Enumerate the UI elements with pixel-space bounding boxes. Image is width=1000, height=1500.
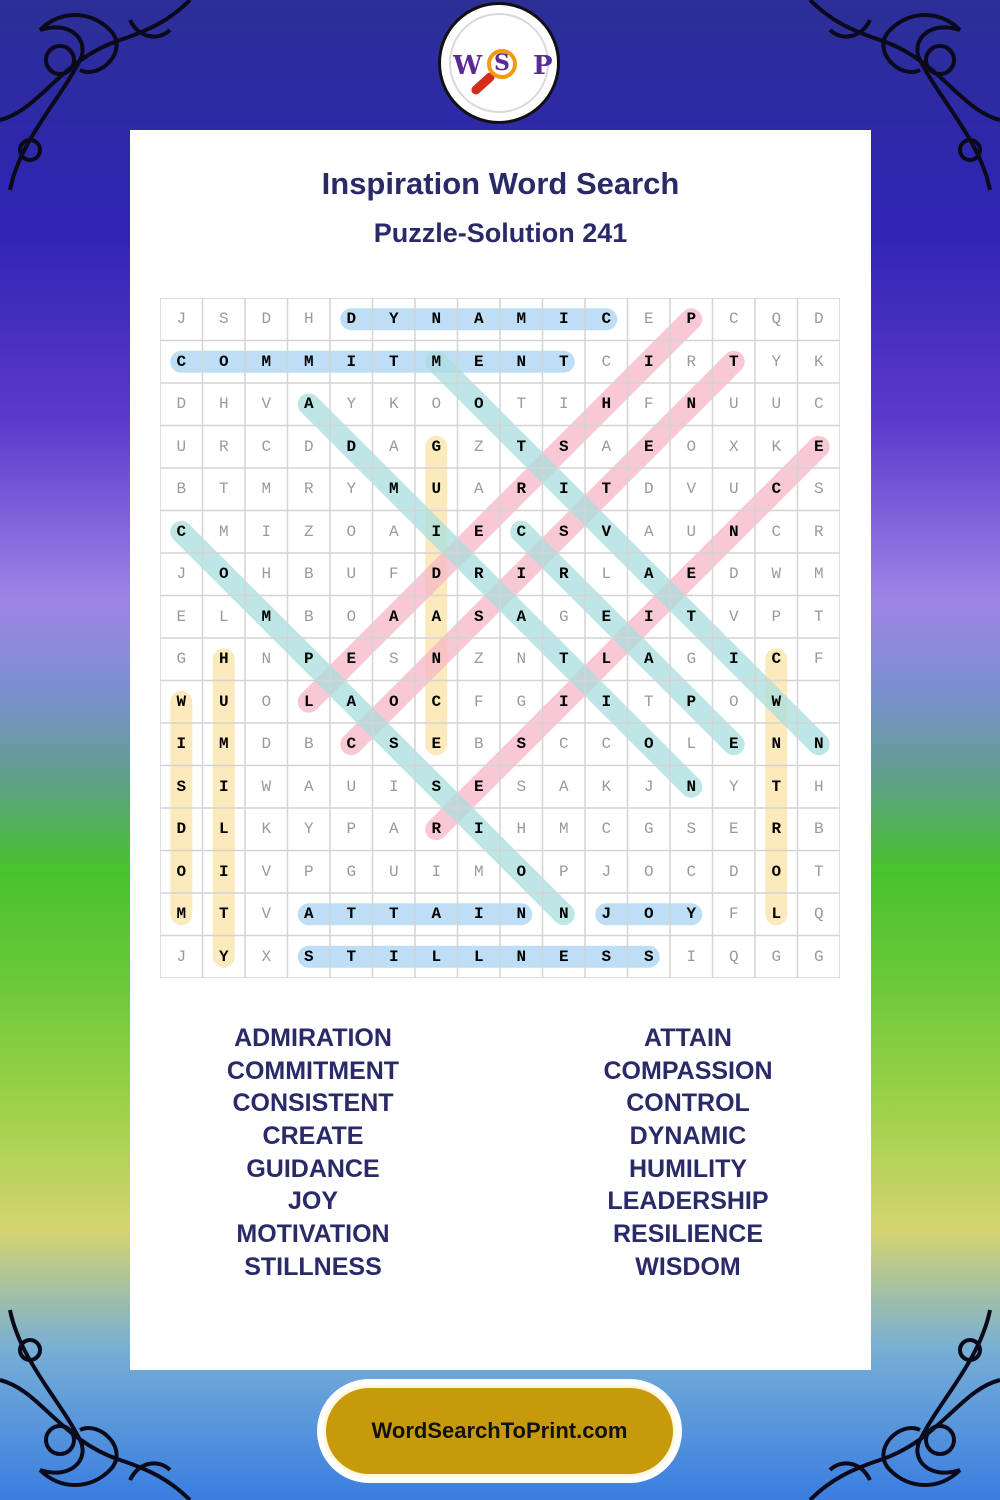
- grid-cell[interactable]: N: [813, 735, 824, 753]
- grid-cell[interactable]: L: [431, 947, 442, 966]
- grid-cell[interactable]: M: [261, 480, 272, 498]
- grid-cell[interactable]: T: [218, 480, 229, 498]
- grid-cell[interactable]: G: [643, 820, 654, 838]
- grid-cell[interactable]: M: [516, 310, 527, 328]
- grid-cell[interactable]: A: [601, 437, 612, 456]
- grid-cell[interactable]: J: [643, 777, 654, 796]
- grid-cell[interactable]: C: [558, 735, 569, 753]
- grid-cell[interactable]: J: [601, 905, 612, 923]
- page-subtitle: Puzzle-Solution 241: [373, 218, 628, 248]
- grid-cell[interactable]: Y: [346, 395, 357, 413]
- grid-cell[interactable]: I: [558, 480, 569, 498]
- grid-cell[interactable]: E: [686, 565, 697, 583]
- grid-cell[interactable]: C: [728, 310, 739, 328]
- website-button[interactable]: WordSearchToPrint.com: [323, 1385, 676, 1477]
- word-list-item: COMPASSION: [603, 1056, 773, 1085]
- grid-cell[interactable]: C: [176, 522, 187, 541]
- grid-cell[interactable]: X: [728, 437, 739, 456]
- grid-cell[interactable]: V: [261, 395, 272, 413]
- grid-cell[interactable]: Y: [686, 905, 697, 923]
- grid-cell[interactable]: M: [261, 352, 272, 371]
- word-list-item: GUIDANCE: [246, 1154, 380, 1183]
- grid-cell[interactable]: N: [431, 650, 442, 668]
- grid-cell[interactable]: E: [558, 947, 569, 966]
- grid-cell[interactable]: T: [516, 437, 527, 456]
- grid-cell[interactable]: I: [261, 522, 272, 541]
- grid-cell[interactable]: A: [558, 777, 569, 796]
- grid-cell[interactable]: A: [388, 522, 399, 541]
- grid-cell[interactable]: G: [558, 607, 569, 626]
- grid-cell[interactable]: M: [813, 565, 824, 583]
- grid-cell[interactable]: S: [558, 522, 569, 541]
- grid-cell[interactable]: A: [346, 692, 357, 711]
- grid-cell[interactable]: H: [516, 820, 527, 838]
- grid-cell[interactable]: F: [388, 565, 399, 583]
- grid-cell[interactable]: E: [431, 735, 442, 753]
- grid-cell[interactable]: A: [303, 905, 314, 923]
- grid-cell[interactable]: K: [388, 395, 399, 413]
- grid-cell[interactable]: T: [601, 480, 612, 498]
- word-search-grid: [160, 298, 840, 978]
- grid-cell[interactable]: P: [558, 862, 569, 881]
- grid-cell[interactable]: G: [516, 692, 527, 711]
- word-list-item: CONSISTENT: [232, 1089, 394, 1118]
- grid-cell[interactable]: T: [686, 607, 697, 626]
- grid-cell[interactable]: S: [176, 777, 187, 796]
- logo-letter-p: P: [533, 51, 553, 81]
- grid-cell[interactable]: T: [643, 692, 654, 711]
- grid-cell[interactable]: S: [431, 777, 442, 796]
- grid-cell[interactable]: O: [643, 905, 654, 923]
- grid-cell[interactable]: O: [261, 692, 272, 711]
- grid-cell[interactable]: B: [303, 565, 314, 583]
- grid-cell[interactable]: S: [601, 947, 612, 966]
- word-list-left: [163, 1022, 463, 1284]
- grid-cell[interactable]: G: [771, 947, 782, 966]
- grid-cell[interactable]: G: [686, 650, 697, 668]
- grid-cell[interactable]: I: [686, 947, 697, 966]
- word-list-item: JOY: [287, 1187, 339, 1216]
- grid-cell[interactable]: B: [303, 735, 314, 753]
- grid-cell[interactable]: N: [558, 905, 569, 923]
- grid-cell[interactable]: D: [261, 735, 272, 753]
- grid-cell[interactable]: N: [686, 777, 697, 796]
- grid-cell[interactable]: A: [643, 650, 654, 668]
- word-list-item: COMMITMENT: [226, 1056, 400, 1085]
- grid-cell[interactable]: N: [686, 395, 697, 413]
- grid-cell[interactable]: O: [643, 862, 654, 881]
- grid-cell[interactable]: A: [473, 310, 484, 328]
- grid-cell[interactable]: F: [728, 905, 739, 923]
- grid-cell[interactable]: C: [771, 480, 782, 498]
- grid-cell[interactable]: S: [686, 820, 697, 838]
- grid-cell[interactable]: B: [303, 607, 314, 626]
- grid-cell[interactable]: F: [813, 650, 824, 668]
- grid-cell[interactable]: M: [473, 862, 484, 881]
- grid-cell[interactable]: E: [813, 437, 824, 456]
- grid-cell[interactable]: A: [431, 607, 442, 626]
- word-list-item: LEADERSHIP: [607, 1187, 769, 1216]
- grid-cell[interactable]: K: [601, 777, 612, 796]
- grid-cell[interactable]: O: [686, 437, 697, 456]
- grid-cell[interactable]: L: [601, 650, 612, 668]
- grid-cell[interactable]: I: [388, 777, 399, 796]
- word-list-item: CONTROL: [626, 1089, 750, 1118]
- grid-cell[interactable]: K: [771, 437, 782, 456]
- grid-cell[interactable]: S: [388, 650, 399, 668]
- grid-cell[interactable]: P: [686, 310, 697, 328]
- grid-cell[interactable]: W: [771, 565, 782, 583]
- grid-cell[interactable]: O: [346, 607, 357, 626]
- grid-cell[interactable]: E: [346, 650, 357, 668]
- grid-cell[interactable]: U: [728, 395, 739, 413]
- word-list-item: WISDOM: [635, 1252, 741, 1281]
- grid-cell[interactable]: G: [431, 437, 442, 456]
- grid-cell[interactable]: V: [261, 905, 272, 923]
- grid-cell[interactable]: Z: [473, 437, 484, 456]
- grid-cell[interactable]: C: [686, 862, 697, 881]
- grid-cell[interactable]: A: [516, 607, 527, 626]
- grid-cell[interactable]: T: [558, 650, 569, 668]
- grid-cell[interactable]: D: [643, 480, 654, 498]
- grid-cell[interactable]: U: [431, 480, 442, 498]
- grid-cell[interactable]: I: [728, 650, 739, 668]
- grid-cell[interactable]: T: [346, 947, 357, 966]
- grid-cell[interactable]: Y: [771, 352, 782, 371]
- wsp-logo[interactable]: [438, 2, 560, 124]
- grid-cell[interactable]: C: [516, 522, 527, 541]
- grid-cell[interactable]: Y: [388, 310, 399, 328]
- grid-cell[interactable]: C: [601, 352, 612, 371]
- grid-cell[interactable]: Q: [813, 905, 824, 923]
- word-list-item: ADMIRATION: [234, 1024, 392, 1052]
- grid-cell[interactable]: U: [728, 480, 739, 498]
- grid-cell[interactable]: O: [176, 862, 187, 881]
- grid-cell[interactable]: L: [601, 565, 612, 583]
- grid-cell[interactable]: U: [346, 777, 357, 796]
- grid-cell[interactable]: H: [303, 310, 314, 328]
- grid-cell[interactable]: C: [261, 437, 272, 456]
- grid-cell[interactable]: H: [261, 565, 272, 583]
- grid-cell[interactable]: Q: [728, 947, 739, 966]
- grid-cell[interactable]: T: [218, 905, 229, 923]
- grid-cell[interactable]: O: [728, 692, 739, 711]
- grid-cell[interactable]: G: [346, 862, 357, 881]
- grid-cell[interactable]: E: [601, 607, 612, 626]
- grid-cell[interactable]: V: [728, 607, 739, 626]
- grid-cell[interactable]: O: [218, 352, 229, 371]
- grid-cell[interactable]: A: [643, 522, 654, 541]
- grid-cell[interactable]: J: [601, 862, 612, 881]
- grid-cell[interactable]: D: [728, 862, 739, 881]
- grid-cell[interactable]: K: [813, 352, 824, 371]
- grid-cell[interactable]: K: [261, 820, 272, 838]
- grid-cell[interactable]: R: [218, 437, 229, 456]
- grid-cell[interactable]: V: [686, 480, 697, 498]
- grid-cell[interactable]: H: [813, 777, 824, 796]
- grid-cell[interactable]: S: [813, 480, 824, 498]
- grid-cell[interactable]: T: [346, 905, 357, 923]
- grid-cell[interactable]: E: [728, 820, 739, 838]
- grid-cell[interactable]: C: [813, 395, 824, 413]
- grid-cell[interactable]: Q: [771, 310, 782, 328]
- grid-cell[interactable]: R: [431, 820, 442, 838]
- grid-cell[interactable]: I: [218, 862, 229, 881]
- grid-cell[interactable]: I: [218, 777, 229, 796]
- grid-cell[interactable]: D: [431, 565, 442, 583]
- grid-cell[interactable]: Y: [218, 947, 229, 966]
- grid-cell[interactable]: D: [261, 310, 272, 328]
- grid-cell[interactable]: R: [516, 480, 527, 498]
- grid-cell[interactable]: N: [771, 735, 782, 753]
- word-list-item: DYNAMIC: [629, 1122, 747, 1151]
- grid-cell[interactable]: I: [473, 905, 484, 923]
- grid-cell[interactable]: I: [388, 947, 399, 966]
- grid-cell[interactable]: W: [261, 777, 272, 796]
- grid-cell[interactable]: U: [686, 522, 697, 541]
- grid-cell[interactable]: P: [771, 607, 782, 626]
- grid-cell[interactable]: B: [473, 735, 484, 753]
- grid-cell[interactable]: E: [473, 522, 484, 541]
- grid-cell[interactable]: J: [176, 947, 187, 966]
- grid-cell[interactable]: I: [643, 607, 654, 626]
- grid-cell[interactable]: I: [473, 820, 484, 838]
- grid-cell[interactable]: E: [643, 437, 654, 456]
- grid-cell[interactable]: T: [728, 352, 739, 371]
- grid-cell[interactable]: C: [176, 352, 187, 371]
- grid-cell[interactable]: W: [771, 692, 782, 711]
- grid-cell[interactable]: I: [558, 395, 569, 413]
- grid-cell[interactable]: Y: [346, 480, 357, 498]
- grid-cell[interactable]: N: [728, 522, 739, 541]
- grid-cell[interactable]: L: [303, 692, 314, 711]
- word-list-item: HUMILITY: [628, 1154, 748, 1183]
- grid-cell[interactable]: T: [558, 352, 569, 371]
- grid-cell[interactable]: I: [558, 692, 569, 711]
- grid-cell[interactable]: R: [558, 565, 569, 583]
- puzzle-card: [130, 130, 871, 1370]
- grid-cell[interactable]: I: [431, 862, 442, 881]
- word-list-item: RESILIENCE: [612, 1220, 764, 1249]
- grid-cell[interactable]: S: [218, 310, 229, 328]
- grid-cell[interactable]: O: [771, 862, 782, 881]
- grid-cell[interactable]: R: [771, 820, 782, 838]
- grid-cell[interactable]: O: [346, 522, 357, 541]
- grid-cell[interactable]: R: [473, 565, 484, 583]
- grid-cell[interactable]: V: [261, 862, 272, 881]
- grid-cell[interactable]: M: [261, 607, 272, 626]
- grid-cell[interactable]: U: [218, 692, 229, 711]
- grid-cell[interactable]: M: [431, 352, 442, 371]
- grid-cell[interactable]: F: [643, 395, 654, 413]
- grid-cell[interactable]: P: [346, 820, 357, 838]
- grid-cell[interactable]: T: [813, 862, 824, 881]
- grid-cell[interactable]: N: [516, 650, 527, 668]
- grid-cell[interactable]: G: [813, 947, 824, 966]
- grid-cell[interactable]: N: [516, 352, 527, 371]
- grid-cell[interactable]: S: [516, 735, 527, 753]
- logo-letter-w: W: [453, 51, 483, 81]
- word-list-item: MOTIVATION: [236, 1220, 390, 1249]
- grid-cell[interactable]: S: [516, 777, 527, 796]
- grid-cell[interactable]: R: [686, 352, 697, 371]
- grid-cell[interactable]: B: [176, 480, 187, 498]
- grid-cell[interactable]: S: [303, 947, 314, 966]
- grid-cell[interactable]: M: [558, 820, 569, 838]
- grid-cell[interactable]: L: [218, 820, 229, 838]
- grid-cell[interactable]: C: [771, 650, 782, 668]
- grid-cell[interactable]: C: [771, 522, 782, 541]
- grid-cell[interactable]: I: [176, 735, 187, 753]
- grid-cell[interactable]: F: [473, 692, 484, 711]
- grid-cell[interactable]: I: [558, 310, 569, 328]
- grid-cell[interactable]: D: [728, 565, 739, 583]
- grid-cell[interactable]: L: [686, 735, 697, 753]
- grid-cell[interactable]: X: [261, 947, 272, 966]
- grid-cell[interactable]: J: [176, 565, 187, 583]
- grid-cell[interactable]: C: [601, 310, 612, 328]
- grid-cell[interactable]: I: [601, 692, 612, 711]
- grid-cell[interactable]: I: [516, 565, 527, 583]
- grid-cell[interactable]: D: [346, 310, 357, 328]
- grid-cell[interactable]: P: [686, 692, 697, 711]
- grid-cell[interactable]: M: [218, 522, 229, 541]
- grid-cell[interactable]: Z: [303, 522, 314, 541]
- grid-cell[interactable]: I: [431, 522, 442, 541]
- grid-cell[interactable]: S: [643, 947, 654, 966]
- grid-cell[interactable]: J: [176, 310, 187, 328]
- grid-cell[interactable]: M: [218, 735, 229, 753]
- grid-cell[interactable]: H: [218, 395, 229, 413]
- grid-cell[interactable]: Y: [303, 820, 314, 838]
- grid-cell[interactable]: C: [431, 692, 442, 711]
- grid-cell[interactable]: P: [303, 862, 314, 881]
- grid-cell[interactable]: I: [346, 352, 357, 371]
- grid-cell[interactable]: M: [176, 905, 187, 923]
- grid-cell[interactable]: O: [516, 862, 527, 881]
- grid-cell[interactable]: A: [643, 565, 654, 583]
- grid-cell[interactable]: P: [303, 650, 314, 668]
- grid-cell[interactable]: U: [346, 565, 357, 583]
- grid-cell[interactable]: G: [176, 650, 187, 668]
- grid-cell[interactable]: H: [218, 650, 229, 668]
- grid-cell[interactable]: V: [601, 522, 612, 541]
- grid-cell[interactable]: E: [643, 310, 654, 328]
- grid-cell[interactable]: Z: [473, 650, 484, 668]
- grid-cell[interactable]: C: [346, 735, 357, 753]
- grid-cell[interactable]: D: [813, 310, 824, 328]
- grid-cell[interactable]: U: [388, 862, 399, 881]
- grid-cell[interactable]: T: [771, 777, 782, 796]
- grid-cell[interactable]: N: [261, 650, 272, 668]
- grid-cell[interactable]: A: [303, 777, 314, 796]
- word-list-item: STILLNESS: [244, 1252, 382, 1281]
- grid-cell[interactable]: B: [813, 820, 824, 838]
- grid-cell[interactable]: S: [473, 607, 484, 626]
- grid-cell[interactable]: A: [473, 480, 484, 498]
- page-title: Inspiration Word Search: [321, 166, 680, 201]
- grid-cell[interactable]: W: [176, 692, 187, 711]
- word-list-item: ATTAIN: [644, 1024, 732, 1052]
- grid-cell[interactable]: M: [388, 480, 399, 498]
- word-list-item: CREATE: [262, 1122, 364, 1151]
- grid-cell[interactable]: T: [388, 352, 399, 371]
- grid-cell[interactable]: I: [643, 352, 654, 371]
- grid-cell[interactable]: N: [516, 947, 527, 966]
- grid-cell[interactable]: E: [473, 352, 484, 371]
- grid-cell[interactable]: O: [431, 395, 442, 413]
- grid-cell[interactable]: C: [601, 735, 612, 753]
- grid-cell[interactable]: O: [388, 692, 399, 711]
- grid-cell[interactable]: L: [771, 905, 782, 923]
- grid-cell[interactable]: Y: [728, 777, 739, 796]
- grid-cell[interactable]: A: [388, 437, 399, 456]
- grid-cell[interactable]: N: [516, 905, 527, 923]
- grid-cell[interactable]: R: [303, 480, 314, 498]
- grid-cell[interactable]: L: [473, 947, 484, 966]
- grid-cell[interactable]: O: [473, 395, 484, 413]
- logo-letter-s: S: [494, 50, 510, 76]
- grid-cell[interactable]: E: [728, 735, 739, 753]
- grid-cell[interactable]: U: [176, 437, 187, 456]
- grid-cell[interactable]: E: [176, 607, 187, 626]
- grid-cell[interactable]: U: [771, 395, 782, 413]
- grid-cell[interactable]: A: [388, 820, 399, 838]
- grid-cell[interactable]: E: [473, 777, 484, 796]
- grid-cell[interactable]: N: [431, 310, 442, 328]
- grid-cell[interactable]: O: [643, 735, 654, 753]
- grid-cell[interactable]: O: [218, 565, 229, 583]
- grid-cell[interactable]: T: [813, 607, 824, 626]
- grid-cell[interactable]: M: [303, 352, 314, 371]
- grid-cell[interactable]: R: [813, 522, 824, 541]
- grid-cell[interactable]: A: [388, 607, 399, 626]
- grid-cell[interactable]: T: [388, 905, 399, 923]
- grid-cell[interactable]: S: [558, 437, 569, 456]
- grid-cell[interactable]: S: [388, 735, 399, 753]
- word-list-right: [538, 1022, 838, 1284]
- grid-cell[interactable]: D: [176, 820, 187, 838]
- grid-cell[interactable]: A: [303, 395, 314, 413]
- grid-cell[interactable]: D: [176, 395, 187, 413]
- grid-cell[interactable]: A: [431, 905, 442, 923]
- grid-cell[interactable]: L: [218, 607, 229, 626]
- grid-cell[interactable]: T: [516, 395, 527, 413]
- grid-cell[interactable]: D: [303, 437, 314, 456]
- grid-cell[interactable]: D: [346, 437, 357, 456]
- grid-cell[interactable]: H: [601, 395, 612, 413]
- grid-cell[interactable]: C: [601, 820, 612, 838]
